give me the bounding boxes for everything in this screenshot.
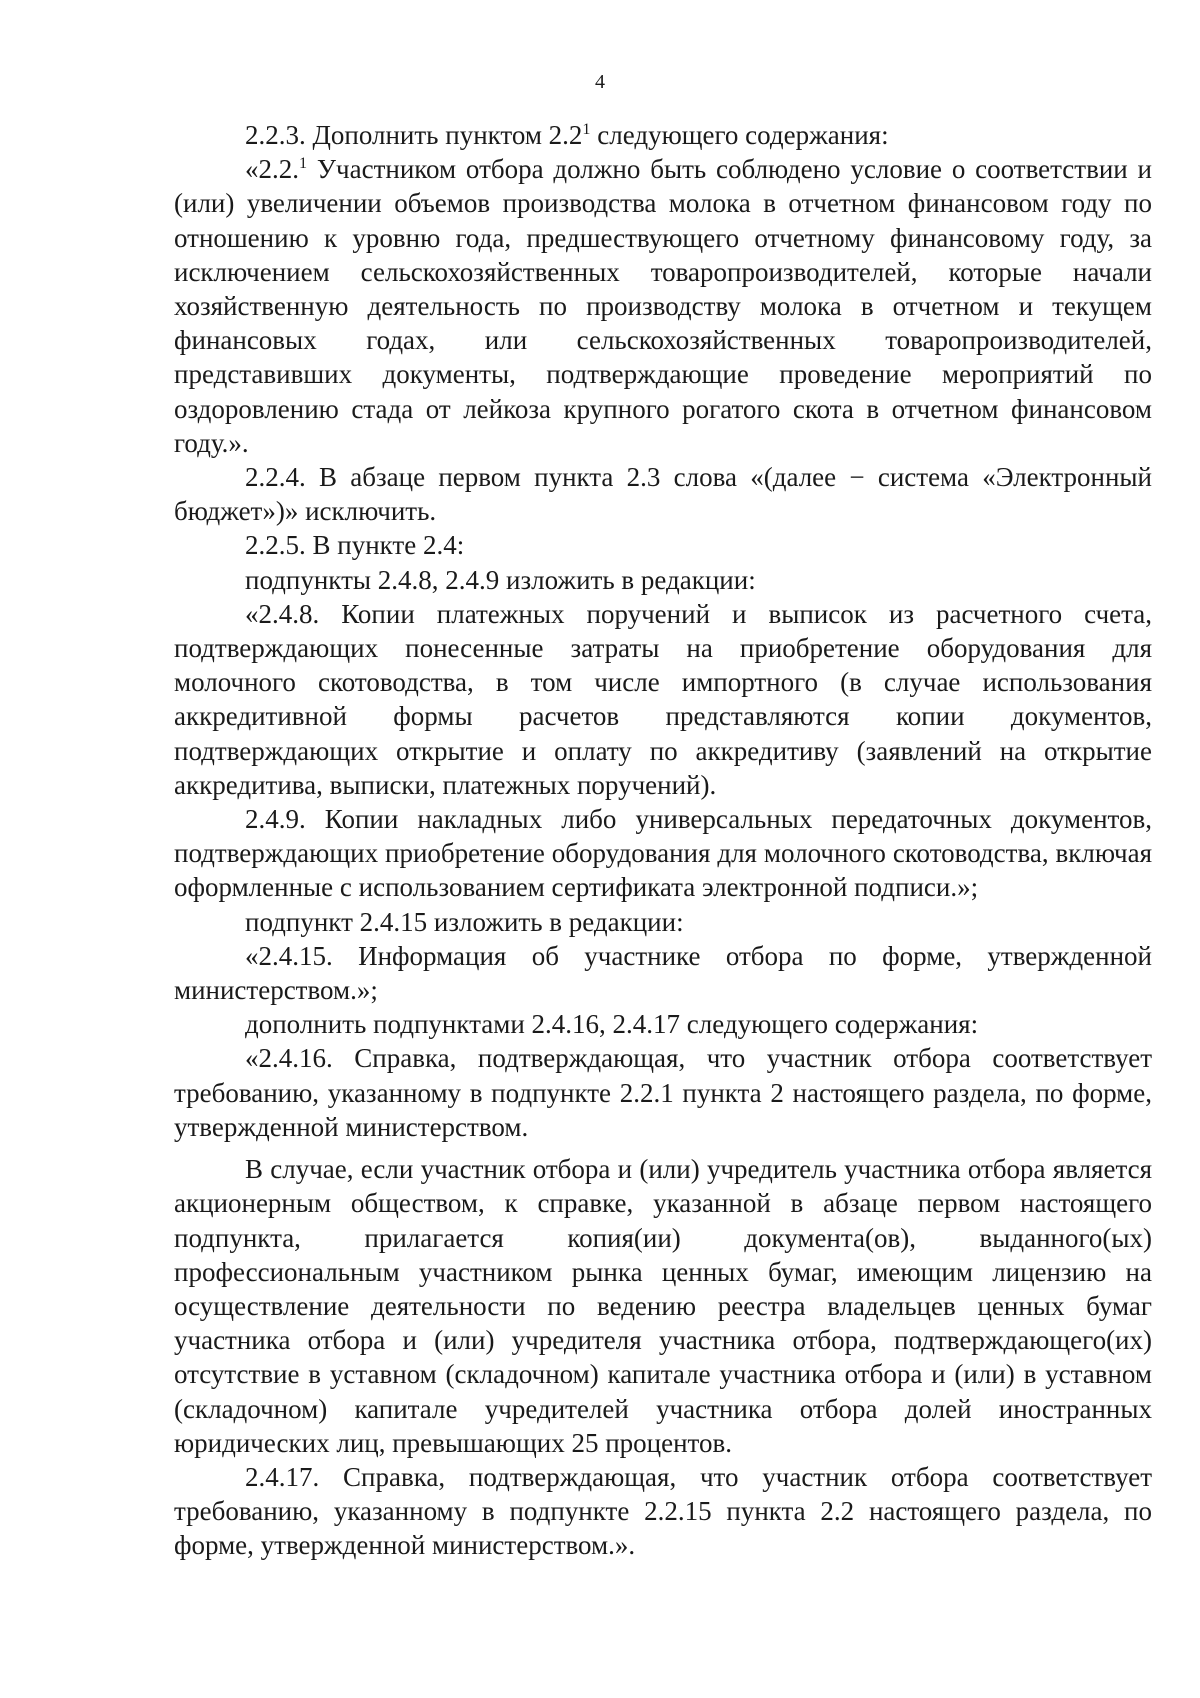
paragraph-2-4-15-intro: подпункт 2.4.15 изложить в редакции:	[245, 906, 684, 937]
paragraph-2-4-9: 2.4.9. Копии накладных либо универсальных передаточных документов, подтверждающих приобретение оборудования для молочного скотоводства, включая оформленные с использованием сертификата электронной подписи.»;	[174, 804, 1152, 903]
paragraph-2-2-1-quote	[174, 152, 1152, 460]
paragraph-2-2-5: 2.2.5. В пункте 2.4:	[245, 530, 465, 561]
paragraph-text: 2.2.3. Дополнить пунктом 2.2	[245, 120, 583, 150]
paragraph-subpoints-intro: подпункты 2.4.8, 2.4.9 изложить в редакции:	[245, 564, 756, 595]
page-number: 4	[595, 71, 605, 93]
paragraph-2-4-15: «2.4.15. Информация об участнике отбора по форме, утвержденной министерством.»;	[174, 940, 1152, 1006]
paragraph-2-4-8: «2.4.8. Копии платежных поручений и выписок из расчетного счета, подтверждающих понесенные затраты на приобретение оборудования для молочного скотоводства, в том числе импортного (в случае использования аккредитивной формы расчетов представляются копии документов, подтверждающих открытие и оплату по аккредитиву (заявлений на открытие аккредитива, выписки, платежных поручений).	[174, 598, 1152, 800]
paragraph-2-2-4: 2.2.4. В абзаце первом пункта 2.3 слова «(далее − система «Электронный бюджет»)» исключить.	[174, 462, 1152, 527]
paragraph-2-4-16: «2.4.16. Справка, подтверждающая, что участник отбора соответствует требованию, указанному в подпункте 2.2.1 пункта 2 настоящего раздела, по форме, утвержденной министерством.	[174, 1043, 1152, 1142]
paragraph-text: «2.2.	[245, 154, 299, 185]
superscript: 1	[582, 120, 591, 138]
paragraph-text: Участником отбора должно быть соблюдено условие о соответствии и (или) увеличении объемов производства молока в отчетном финансовом году по отношению к уровню года, предшествующего отчетному финансовому году, за исключением сельскохозяйственных товаропроизводителей, которые начали хозяйственную деятельность по производству молока в отчетном и текущем финансовых годах, или сельскохозяйственных товаропроизводителей, представивших документы, подтверждающие проведение мероприятий по оздоровлению стада от лейкоза крупного рогатого скота в отчетном финансовом году.».	[174, 154, 1152, 458]
superscript: 1	[299, 154, 308, 173]
paragraph-joint-stock: В случае, если участник отбора и (или) учредитель участника отбора является акционерным обществом, к справке, указанной в абзаце первом настоящего подпункта, прилагается копия(ии) документа(ов), выданного(ых) профессиональным участником рынка ценных бумаг, имеющим лицензию на осуществление деятельности по ведению реестра владельцев ценных бумаг участника отбора и (или) учредителя участника отбора, подтверждающего(их) отсутствие в уставном (складочном) капитале участника отбора и (или) в уставном (складочном) капитале учредителей участника отбора долей иностранных юридических лиц, превышающих 25 процентов.	[174, 1154, 1152, 1458]
paragraph-2-4-17: 2.4.17. Справка, подтверждающая, что участник отбора соответствует требованию, указанному в подпункте 2.2.15 пункта 2.2 настоящего раздела, по форме, утвержденной министерством.».	[174, 1461, 1152, 1561]
document-body	[174, 118, 1152, 1563]
paragraph-2-4-16-intro: дополнить подпунктами 2.4.16, 2.4.17 следующего содержания:	[245, 1009, 979, 1040]
paragraph-2-2-3	[174, 118, 1152, 152]
paragraph-text: следующего содержания:	[590, 120, 889, 150]
